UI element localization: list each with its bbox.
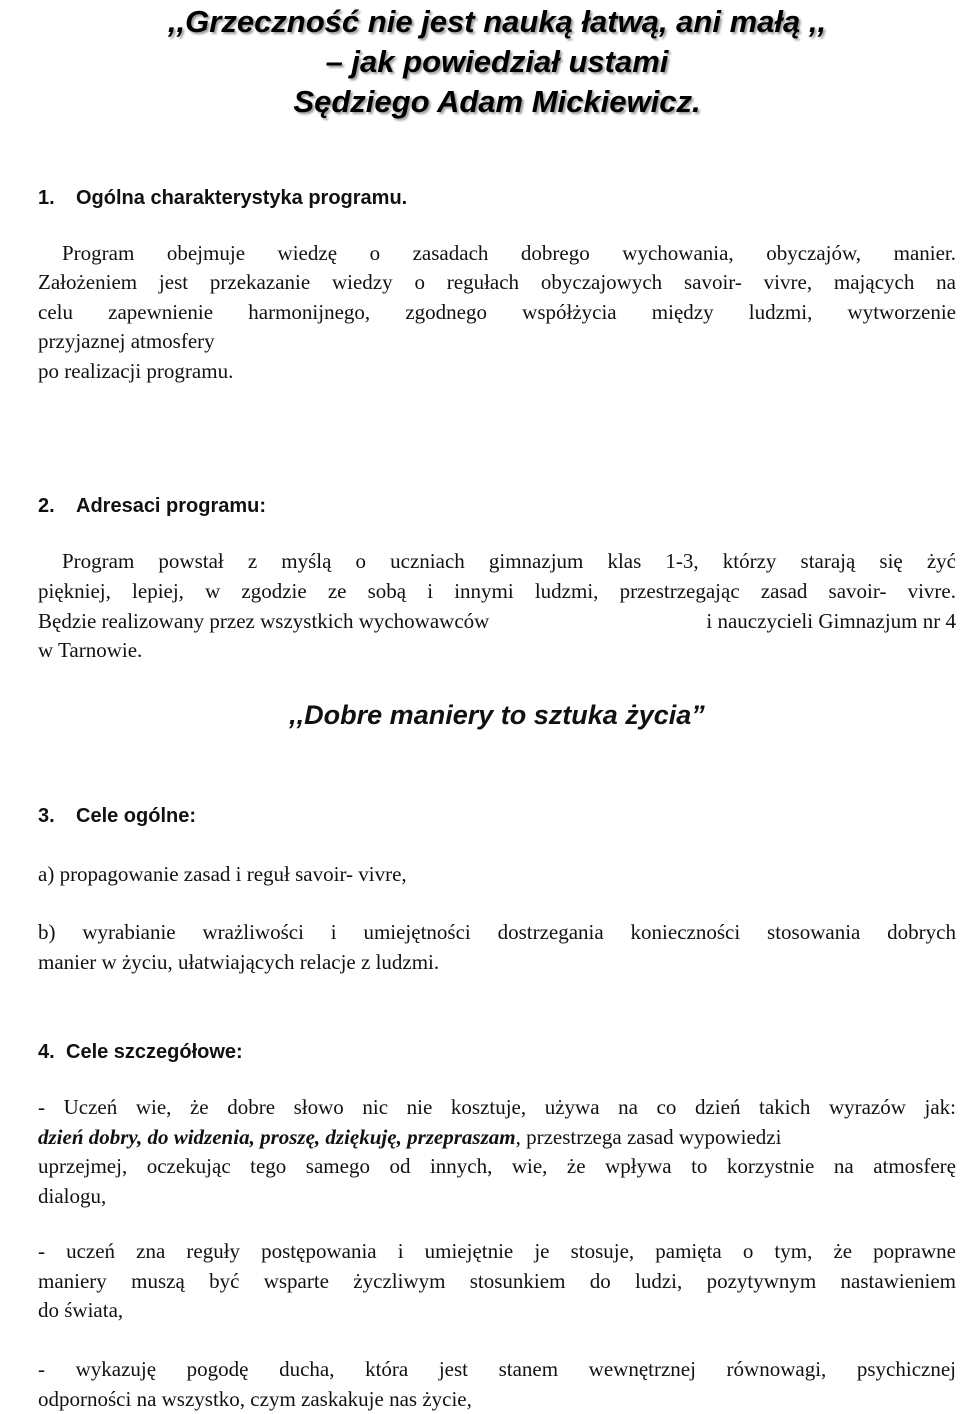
text-line: odporności na wszystko, czym zaskakuje nas życie, (38, 1386, 472, 1411)
text-fragment: Będzie realizowany przez wszystkich wychowawców (38, 608, 490, 633)
section-4-item-3 (38, 1355, 956, 1414)
text-fragment: , przestrzega zasad wypowiedzi (515, 1124, 782, 1149)
section-3-heading (38, 801, 196, 831)
text-line: Program powstał z myślą o uczniach gimnazjum klas 1-3, którzy starają się żyć (62, 549, 956, 573)
text-line: w Tarnowie. (38, 638, 143, 662)
text-line: przyjaznej atmosfery (38, 329, 215, 353)
section-4-heading (38, 1037, 243, 1067)
section-title: Cele szczegółowe: (66, 1041, 243, 1063)
section-1-body-cont (38, 268, 956, 386)
text-line: a) propagowanie zasad i reguł savoir- vivre, (38, 862, 407, 886)
section-3-item-a (38, 860, 956, 890)
text-line: Program obejmuje wiedzę o zasadach dobrego wychowania, obyczajów, manier. (62, 241, 956, 265)
text-fragment: i nauczycieli Gimnazjum nr 4 (706, 608, 956, 633)
title-line-1: ,,Grzeczność nie jest nauką łatwą, ani małą ,, (167, 4, 827, 39)
section-1-body (38, 239, 956, 269)
section-title: Cele ogólne: (76, 805, 197, 827)
text-line: - wykazuję pogodę ducha, która jest stanem wewnętrznej równowagi, psychicznej (38, 1357, 956, 1381)
title-line-2: – jak powiedział ustami (325, 44, 669, 79)
text-line: piękniej, lepiej, w zgodzie ze sobą i innymi ludzmi, przestrzegając zasad savoir- vivre. (38, 579, 956, 603)
text-line (38, 1123, 956, 1153)
text-line: - uczeń zna reguły postępowania i umiejętnie je stosuje, pamięta o tym, że poprawne (38, 1239, 956, 1263)
text-line: celu zapewnienie harmonijnego, zgodnego współżycia między ludzmi, wytworzenie (38, 299, 956, 324)
section-3-item-b (38, 918, 956, 977)
text-line: po realizacji programu. (38, 358, 234, 383)
text-line: dialogu, (38, 1183, 107, 1208)
text-line: manier w życiu, ułatwiających relacje z ludzmi. (38, 949, 440, 974)
text-line: do świata, (38, 1298, 124, 1322)
section-2-heading (38, 491, 266, 521)
section-4-item-1 (38, 1093, 956, 1211)
text-line: b) wyrabianie wrażliwości i umiejętności dostrzegania konieczności stosowania dobrych (38, 920, 956, 944)
text-line (38, 607, 956, 637)
text-line: Założeniem jest przekazanie wiedzy o regułach obyczajowych savoir- vivre, mających na (38, 270, 956, 294)
section-number: 3. (38, 805, 55, 827)
title-line-3: Sędziego Adam Mickiewicz. (293, 84, 701, 119)
section-1-heading (38, 183, 407, 213)
section-title: Ogólna charakterystyka programu. (76, 187, 408, 209)
section-number: 2. (38, 495, 55, 517)
section-4-item-2 (38, 1237, 956, 1326)
section-2-body (38, 547, 956, 577)
text-line: - Uczeń wie, że dobre słowo nic nie kosztuje, używa na co dzień takich wyrazów jak: (38, 1095, 956, 1119)
text-line: maniery muszą być wsparte życzliwym stosunkiem do ludzi, pozytywnym nastawieniem (38, 1268, 956, 1293)
motto: ,,Dobre maniery to sztuka życia” (289, 700, 705, 730)
section-number: 1. (38, 187, 55, 209)
section-number: 4. (38, 1041, 55, 1063)
section-title: Adresaci programu: (76, 495, 267, 517)
emphasized-phrase: dzień dobry, do widzenia, proszę, dziękuję, przepraszam (38, 1124, 516, 1149)
section-2-body-cont (38, 577, 956, 666)
text-line: uprzejmej, oczekując tego samego od innych, wie, że wpływa to korzystnie na atmosferę (38, 1154, 956, 1178)
